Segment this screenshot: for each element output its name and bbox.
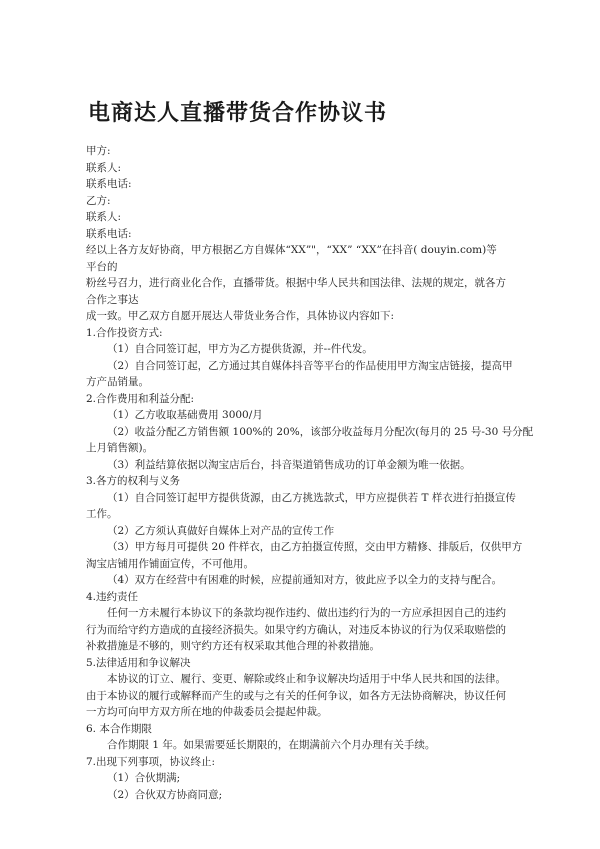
section-heading: 2.合作费用和利益分配: <box>86 392 195 405</box>
preamble-line: 成一致。甲乙双方自愿开展达人带货业务合作，具体协议内容如下: <box>86 310 395 322</box>
preamble-line: 平台的 <box>86 260 118 273</box>
party-a-label: 甲方: <box>86 145 111 157</box>
paragraph-line: 行为而给守约方造成的直接经济损失。如果守约方确认，对违反本协议的行为仅采取赔偿的 <box>86 623 506 636</box>
clause-line: （2）收益分配乙方销售额 100%的 20%，该部分收益每月分配次(每月的 25 号-30 号分配 <box>107 425 534 438</box>
clause-line: （4）双方在经营中有困难的时候，应提前通知对方，彼此应予以全力的支持与配合。 <box>107 574 503 586</box>
party-b-contact-label: 联系人: <box>86 211 122 223</box>
paragraph-line: 本协议的订立、履行、变更、解除或终止和争议解决均适用于中华人民共和国的法律。 <box>107 673 506 685</box>
clause-line: （2）自合同签订起，乙方通过其自媒体抖音等平台的作品使用甲方淘宝店链接，提高甲 <box>107 359 513 372</box>
section-heading: 3.各方的权利与义务 <box>86 475 181 487</box>
party-b-label: 乙方: <box>86 194 111 207</box>
clause-line: （2）合伙双方协商同意; <box>107 788 223 801</box>
preamble-line: 经以上各方友好协商，甲方根据乙方自媒体“XX”"，“XX” “XX”在抖音( douyin.com)等 <box>86 244 497 256</box>
clause-line: （1）合伙期满; <box>107 772 181 784</box>
clause-line: （1）自合同签订起甲方提供货源，由乙方挑选款式，甲方应提供若 T 样衣进行拍摄宣传 <box>107 491 516 504</box>
clause-line: （1）自合同签订起，甲方为乙方提供货源，并--件代发。 <box>107 343 373 355</box>
document-title: 电商达人直播带货合作协议书 <box>88 101 388 126</box>
section-heading: 7.出现下列事项，协议终止: <box>86 755 216 768</box>
clause-line: 方产品销量。 <box>86 376 149 388</box>
clause-line: （2）乙方须认真做好自媒体上对产品的宣传工作 <box>107 524 335 537</box>
paragraph-line: 由于本协议的履行或解释而产生的或与之有关的任何争议，如各方无法协商解决，协议任何 <box>86 689 506 702</box>
section-heading: 5.法律适用和争议解决 <box>86 656 191 669</box>
clause-line: 淘宝店铺用作铺面宣传，不可他用。 <box>86 557 254 570</box>
clause-line: 工作。 <box>86 508 118 520</box>
party-b-phone-label: 联系电话: <box>86 227 132 240</box>
document-body <box>86 143 534 803</box>
section-heading: 6. 本合作期限 <box>86 722 152 735</box>
paragraph-line: 补救措施是不够的，则守约方还有权采取其他合理的补救措施。 <box>86 640 380 652</box>
preamble-line: 合作之事达 <box>86 293 139 306</box>
paragraph-line: 一方均可向甲方双方所在地的仲裁委员会提起仲裁。 <box>86 706 328 718</box>
clause-line: （1）乙方收取基础费用 3000/月 <box>107 409 263 421</box>
clause-line: （3）利益结算依据以淘宝店后台，抖音渠道销售成功的订单金额为唯一依据。 <box>107 458 471 471</box>
paragraph-line: 合作期限 1 年。如果需要延长期限的，在期满前六个月办理有关手续。 <box>107 739 436 751</box>
clause-line: （3）甲方每月可提供 20 件样衣，由乙方拍摄宣传照，交由甲方精修、排版后，仅供甲方 <box>107 541 523 553</box>
party-a-contact-label: 联系人: <box>86 161 122 174</box>
preamble-line: 粉丝号召力，进行商业化合作，直播带货。根据中华人民共和国法律、法规的规定，就各方 <box>86 277 506 289</box>
section-heading: 4.违约责任 <box>86 590 139 603</box>
section-heading: 1.合作投资方式: <box>86 326 163 339</box>
clause-line: 上月销售额)。 <box>86 442 154 454</box>
party-a-phone-label: 联系电话: <box>86 178 132 190</box>
paragraph-line: 任何一方未履行本协议下的条款均视作违约、做出违约行为的一方应承担因自己的违约 <box>107 607 506 619</box>
